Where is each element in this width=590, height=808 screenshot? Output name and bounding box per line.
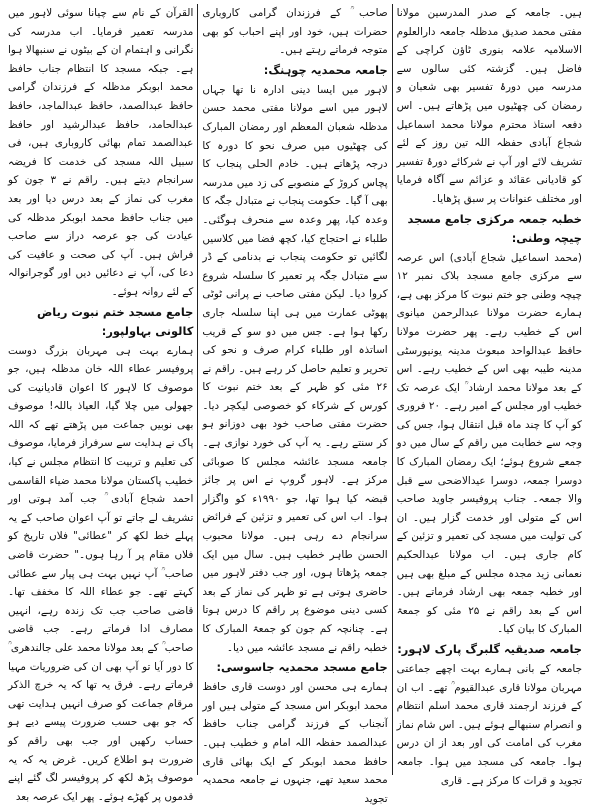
paragraph: ہیں۔ جامعہ کے صدر المدرسین مولانا مفتی محمد صدیق مدظلہ جامعہ دارالعلوم الاسلامیہ علامہ بنوری ٹاؤن کراچی کے فاضل ہیں۔ گزشتہ کئی سالوں سے مدرسہ میں دورۂ تفسیر بھی شعبان و رمضان کی چھٹیوں میں پڑھاتے ہیں۔ اس دفعہ استاذ محترم مولانا محمد اسماعیل شجاع آبادی حفظہ اللہ تین روز کے لئے تشریف لائے اور آپ نے شرکائے دورۂ تفسیر کو قادیانی عقائد و عزائم سے آگاہ فرمایا اور مختلف عنوانات پر سبق پڑھایا۔ xyxy=(396,7,582,205)
column-right xyxy=(393,4,586,787)
column-middle xyxy=(198,4,391,805)
section-heading: جامع مسجد ختم نبوت ریاض کالونی بہاولپور: xyxy=(36,304,194,338)
paragraph: (محمد اسماعیل شجاع آبادی) اس عرصہ سے مرکزی جامع مسجد بلاک نمبر ۱۲ چیچہ وطنی جو ختم نبوت کا مرکز بھی ہے، ہمارے حضرت مولانا عبدالرحمن میانوی اس کے خطیب رہے۔ پھر حضرت مولانا حافظ عبدالواحد مبعوث مدینہ یونیورسٹی مدینہ طیبہ بھی اس کے خطیب رہے۔ اس کے بعد مولانا محمد ارشاد ؒ ایک عرصہ تک خطیب اور مجلس کے امیر رہے۔ ۲۰ فروری کو آپ کا چند ماہ قبل انتقال ہوا، جس کی وجہ سے خطابت میں راقم کے سال میں دو جمعے شروع ہوئے؛ ایک رمضان المبارک کا دوسرا جمعہ، دوسرا عیدالاضحی سے قبل والا جمعہ۔ جناب پروفیسر جاوید صاحب اس کے متولی اور خدمت گزار ہیں۔ ان کی تولیت میں مسجد کی تعمیر و تزئین کے کام جاری ہیں۔ اب مولانا عبدالحکیم نعمانی زید مجدہ مجلس کے مبلغ بھی ہیں اور خطبہ جمعہ بھی ارشاد فرماتے ہیں۔ اس کے بعد راقم نے ۲۵ مئی کو جمعۃ المبارک کا بیان کیا۔ xyxy=(396,251,583,636)
section-heading: جامعہ محمدیہ چوہنگ: xyxy=(263,62,388,77)
section-heading: جامعہ صدیقیہ گلبرگ پارک لاہور: xyxy=(397,642,582,656)
paragraph: صاحب ؒ کے فرزندان گرامی کاروباری حضرات ہیں، خود اور اپنے احباب کو بھی متوجہ فرماتے رہتے ہیں۔ xyxy=(202,7,388,57)
paragraph: القرآن کے نام سے چیانا سوئی لاہور میں مدرسہ تعمیر فرمایا۔ اب مدرسہ کی نگرانی و اہتمام ان کے بیٹوں نے سنبھالا ہوا ہے۔ جبکہ مسجد کا انتظام جناب حافظ محمد ابوبکر مدظلہ کے فرزندان گرامی حافظ عبدالصمد، حافظ عبدالماجد، حافظ عبدالحامد، حافظ عبدالرشید اور حافظ عبدالصمد تمام بھائی کاروباری ہیں، فی سبیل اللہ مسجد کی خدمت کا فریضہ سرانجام دیتے ہیں۔ راقم نے ۳ جون کو مغرب کی نماز کے بعد درس دیا اور بعد میں جناب حافظ محمد ابوبکر مدظلہ کی عیادت کی جو عرصہ دراز سے صاحب فراش ہیں۔ آپ کی صحت و عافیت کی دعا کی، آپ نے دعائیں دیں اور گوجرانوالہ کے لئے روانہ ہوئے۔ xyxy=(8,7,194,298)
column-left xyxy=(4,4,197,803)
paragraph: ہمارے بہت ہی مہربان بزرگ دوست پروفیسر عطاء اللہ خان مدظلہ ہیں، جو موصوف کا لاہور کا اعوان قادیانیت کی جھولی میں چلا گیا، العیاذ باللہ! موصوف بھی نوبیں جماعت میں پڑھتے تھے کہ اللہ پاک نے ہدایت سے سرفراز فرمایا، موصوف کی تعلیم و تربیت کا انتظام مجلس نے کیا، خطیب پاکستان مولانا محمد ضیاء القاسمی احمد شجاع آبادی ؒ جب آمد ہوتی اور تشریف لے جاتے تو آپ اعوان صاحب کے یہ پہلے خط لکھ کر "عطائی" فلاں تاریخ کو فلاں مقام پر آ رہا ہوں۔" حضرت قاضی صاحب ؒ آپ نہیں بہت ہی پیار سے عطائی کہتے تھے۔ جو عطاء اللہ کا مخفف تھا۔ قاضی صاحب جب تک زندہ رہے، انہیں مصارف ادا فرماتے رہے۔ جب قاضی صاحب ؒ کے بعد مولانا محمد علی جالندھری ؒ کا دور آیا تو آپ بھی ان کی ضروریات مہیا فرماتے رہے۔ فرق یہ تھا کہ یہ خرچ الذکر مرقام جماعت کو صرف انہیں ہدایت تھی کہ جو بھی حسب ضرورت پیسے دیے ہو حساب رکھیں اور جب بھی راقم کو ضرورت ہو اطلاع کریں۔ غرض یہ کہ یہ موصوف پڑھ لکھ کر پروفیسر لگ گئے اپنے قدموں پر کھڑے ہوئے۔ پھر ایک عرصہ بعد xyxy=(8,344,194,803)
section-heading: جامع مسجد محمدیہ جاسوسی: xyxy=(216,660,388,675)
paragraph: جامعہ کے بانی ہمارے بہت اچھے جماعتی مہربان مولانا قاری عبدالقیوم ؒ تھے۔ اب ان کے فرزند ارجمند قاری محمد اسلم انتظام و انصرام سنبھالے ہوئے ہیں۔ اس شام نماز مغرب کی امامت کی اور بعد از ان درس ہوا۔ جامعہ کی مسجد میں ہوا۔ جامعہ تجوید و قرات کا مرکز ہے۔ قاری xyxy=(396,663,582,787)
paragraph: لاہور میں ایسا دینی ادارہ نا تھا جہاں لاہور میں اسے مولانا مفتی محمد حسن مدظلہ شعبان المعظم اور رمضان المبارک کی چھٹیوں میں صرف نحو کا دورہ کا درجہ پڑھاتے ہیں۔ خادم الحلی پنجاب کا پچاس کروڑ کے منصوبے کی زد میں مدرسہ بھی آ گیا۔ حکومت پنجاب نے متبادل جگہ کا وعدہ کیا، پھر وعدہ سے منحرف ہوگئی۔ طلباء نے احتجاج کیا، کچھ فضا میں کلاسیں لگائیں تو حکومت پنجاب نے بدنامی کے ڈر سے متبادل جگہ پر تعمیر کا سلسلہ شروع کروا دیا۔ لیکن مفتی صاحب نے پرانی ٹوٹی پھوٹی عمارت میں ہی اپنا سلسلہ جاری رکھا ہوا ہے۔ جس میں دو سو کے قریب اساتذہ اور طلباء کرام صرف و نحو کی تحریر و تعلیم حاصل کر رہے ہیں۔ راقم نے ۲۶ مئی کو ظہر کے بعد ختم نبوت کا کورس کے شرکاء کو خصوصی لیکچر دیا۔ حضرت مفتی صاحب خود بھی دوزانو ہو کر سنتے رہے۔ یہ آپ کی خورد نوازی ہے۔ جامعہ مسجد عائشہ مجلس کا صوبائی مرکز ہے۔ لاہور گروپ نے اس پر جائز قبضہ کیا ہوا تھا، جو ۱۹۹۰ء کو واگزار ہوا۔ اب اس کی تعمیر و تزئین کے فرائض سرانجام دے رہی ہیں۔ مولانا محبوب الحسن طاہر خطیب ہیں۔ سال میں ایک جمعہ پڑھاتا ہوں، اور جب دفتر لاہور میں حاضری ہوتی ہے تو ظہر کی نماز کے بعد کسی دینی موضوع پر راقم کا درس ہوتا ہے۔ چنانچہ کم جون کو جمعۃ المبارک کا خطبہ راقم نے مسجد عائشہ میں دیا۔ xyxy=(202,83,388,654)
section-heading: خطبہ جمعہ مرکزی جامع مسجد چیچہ وطنی: xyxy=(407,211,582,245)
paragraph: ہمارے ہی محسن اور دوست قاری حافظ محمد ابوبکر اس مسجد کے متولی ہیں اور آنجناب کے فرزند گرامی جناب حافظ عبدالصمد حفظہ اللہ امام و خطیب ہیں۔ حافظ محمد ابوبکر کے ایک بھائی قاری محمد سعید تھے، جنہوں نے جامعہ محمدیہ تجوید xyxy=(202,681,388,805)
